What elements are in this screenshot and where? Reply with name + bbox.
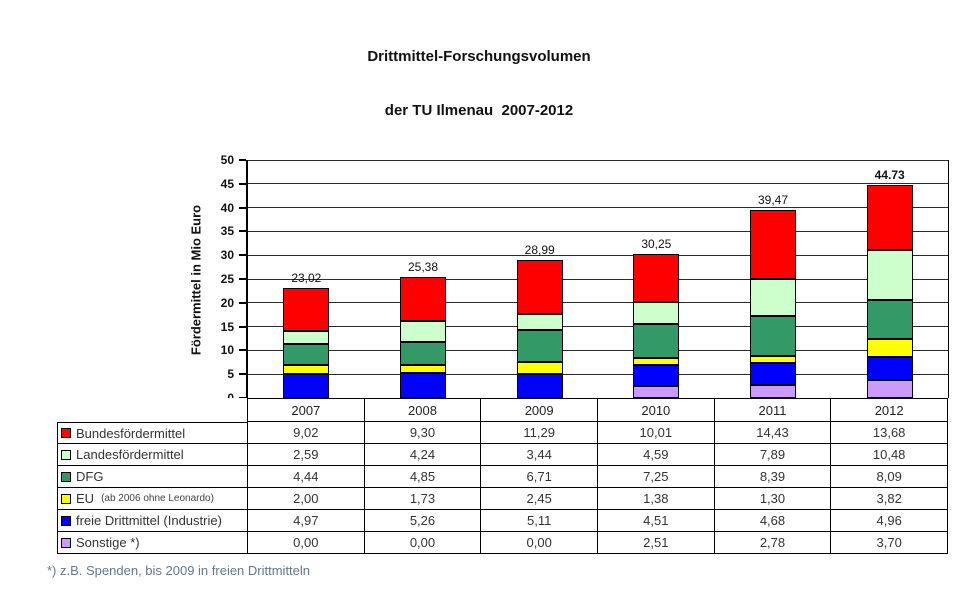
table-value-cell: 1,38 xyxy=(598,488,715,510)
gridline xyxy=(248,279,948,280)
legend-label: Sonstige *) xyxy=(76,535,140,550)
bar-total-label: 39,47 xyxy=(757,193,789,208)
bar-segment-dfg-2009 xyxy=(517,330,563,362)
y-tick-label: 5 xyxy=(227,367,234,382)
bar-segment-bundesf-rdermittel-2010 xyxy=(633,254,679,302)
plot-area xyxy=(246,160,949,398)
table-value-cell: 4,51 xyxy=(598,510,715,532)
bar-segment-sonstige--2011 xyxy=(750,385,796,398)
y-tick-mark xyxy=(239,278,246,280)
year-header-cell: 2012 xyxy=(831,398,948,422)
legend-color-swatch-icon xyxy=(61,516,71,526)
gridline xyxy=(248,183,948,184)
gridline xyxy=(248,326,948,327)
y-tick-label: 15 xyxy=(220,319,234,334)
y-tick-mark xyxy=(239,349,246,351)
bar-segment-freie-drittmittel-industrie--2009 xyxy=(517,374,563,398)
table-value-cell: 9,30 xyxy=(365,422,482,444)
year-header-cell: 2010 xyxy=(598,398,715,422)
table-value-cell: 4,96 xyxy=(831,510,948,532)
y-tick-label: 40 xyxy=(220,200,234,215)
table-value-cell: 8,09 xyxy=(831,466,948,488)
table-value-cell: 10,01 xyxy=(598,422,715,444)
gridline xyxy=(248,302,948,303)
legend-color-swatch-icon xyxy=(61,472,71,482)
bar-segment-landesf-rdermittel-2007 xyxy=(283,331,329,343)
chart-title xyxy=(0,12,958,156)
y-tick-mark xyxy=(239,326,246,328)
y-tick-label: 50 xyxy=(220,153,234,167)
gridline xyxy=(248,231,948,232)
table-value-cell: 2,59 xyxy=(248,444,365,466)
gridline xyxy=(248,374,948,375)
year-header-cell: 2007 xyxy=(248,398,365,422)
bar-segment-sonstige--2012 xyxy=(867,380,913,398)
y-axis-title: Fördermittel in Mio Euro xyxy=(188,204,204,356)
bar-segment-eu-2009 xyxy=(517,362,563,374)
legend-label: DFG xyxy=(76,469,104,484)
bar-segment-freie-drittmittel-industrie--2012 xyxy=(867,357,913,381)
bar-segment-sonstige--2010 xyxy=(633,386,679,398)
legend-color-swatch-icon xyxy=(61,428,71,438)
bar-segment-dfg-2012 xyxy=(867,300,913,339)
bar-segment-landesf-rdermittel-2009 xyxy=(517,314,563,330)
year-header-cell: 2011 xyxy=(715,398,832,422)
table-value-cell: 5,11 xyxy=(481,510,598,532)
data-table xyxy=(57,398,948,554)
table-value-cell: 2,45 xyxy=(481,488,598,510)
table-value-cell: 9,02 xyxy=(248,422,365,444)
bar-segment-landesf-rdermittel-2010 xyxy=(633,302,679,324)
table-value-cell: 2,00 xyxy=(248,488,365,510)
bar-segment-eu-2011 xyxy=(750,356,796,362)
y-tick-label: 25 xyxy=(220,272,234,286)
table-value-cell: 6,71 xyxy=(481,466,598,488)
y-tick-mark xyxy=(239,159,246,161)
table-value-cell: 2,78 xyxy=(715,532,832,554)
y-tick-mark xyxy=(239,302,246,304)
table-value-cell: 3,70 xyxy=(831,532,948,554)
gridline xyxy=(248,350,948,351)
y-tick-mark xyxy=(239,373,246,375)
bar-segment-eu-2012 xyxy=(867,339,913,357)
bar-segment-eu-2007 xyxy=(283,365,329,375)
table-corner-blank-cell xyxy=(57,398,248,422)
bar-segment-landesf-rdermittel-2012 xyxy=(867,250,913,300)
table-value-cell: 1,30 xyxy=(715,488,832,510)
year-header-cell: 2008 xyxy=(365,398,482,422)
y-axis xyxy=(180,153,246,399)
y-tick-label: 30 xyxy=(220,248,234,263)
y-tick-mark xyxy=(239,183,246,185)
bar-segment-eu-2010 xyxy=(633,358,679,365)
legend-color-swatch-icon xyxy=(61,538,71,548)
bar-total-label: 30,25 xyxy=(641,237,672,251)
chart-title-line1: Drittmittel-Forschungsvolumen xyxy=(367,48,591,65)
bar-total-label: 23,02 xyxy=(291,271,322,286)
table-value-cell: 4,97 xyxy=(248,510,365,532)
table-value-cell: 4,59 xyxy=(598,444,715,466)
table-value-cell: 7,89 xyxy=(715,444,832,466)
gridline xyxy=(248,160,948,161)
bar-segment-freie-drittmittel-industrie--2007 xyxy=(283,374,329,398)
y-tick-label: 35 xyxy=(220,224,234,239)
table-value-cell: 10,48 xyxy=(831,444,948,466)
table-value-cell: 5,26 xyxy=(365,510,482,532)
bar-segment-freie-drittmittel-industrie--2011 xyxy=(750,363,796,385)
legend-note: (ab 2006 ohne Leonardo) xyxy=(101,493,214,504)
bar-segment-freie-drittmittel-industrie--2010 xyxy=(633,365,679,386)
bar-segment-landesf-rdermittel-2011 xyxy=(750,279,796,317)
table-value-cell: 4,85 xyxy=(365,466,482,488)
table-value-cell: 0,00 xyxy=(248,532,365,554)
footnote: *) z.B. Spenden, bis 2009 in freien Drittmitteln xyxy=(47,563,311,578)
table-value-cell: 1,73 xyxy=(365,488,482,510)
bar-segment-bundesf-rdermittel-2009 xyxy=(517,260,563,314)
y-tick-label: 20 xyxy=(220,295,234,310)
table-value-cell: 8,39 xyxy=(715,466,832,488)
legend-item-freie-drittmittel-industrie- xyxy=(57,510,248,532)
legend-label: Landesfördermittel xyxy=(76,447,184,462)
table-value-cell: 11,29 xyxy=(481,422,598,444)
table-value-cell: 3,82 xyxy=(831,488,948,510)
bar-segment-dfg-2008 xyxy=(400,342,446,365)
bar-segment-freie-drittmittel-industrie--2008 xyxy=(400,373,446,398)
gridline xyxy=(248,207,948,208)
bar-segment-landesf-rdermittel-2008 xyxy=(400,321,446,341)
table-value-cell: 7,25 xyxy=(598,466,715,488)
table-value-cell: 0,00 xyxy=(481,532,598,554)
table-value-cell: 4,24 xyxy=(365,444,482,466)
y-tick-label: 45 xyxy=(220,176,234,191)
bar-segment-bundesf-rdermittel-2008 xyxy=(400,277,446,321)
y-tick-mark xyxy=(239,230,246,232)
legend-item-eu xyxy=(57,488,248,510)
chart-title-line2: der TU Ilmenau 2007-2012 xyxy=(384,102,574,119)
table-value-cell: 2,51 xyxy=(598,532,715,554)
gridline xyxy=(248,255,948,256)
legend-color-swatch-icon xyxy=(61,450,71,460)
legend-color-swatch-icon xyxy=(61,494,71,504)
legend-item-bundesf-rdermittel xyxy=(57,422,248,444)
legend-item-dfg xyxy=(57,466,248,488)
table-value-cell: 4,44 xyxy=(248,466,365,488)
y-tick-label: 10 xyxy=(220,343,234,358)
y-tick-mark xyxy=(239,254,246,256)
legend-item-sonstige- xyxy=(57,532,248,554)
bar-segment-bundesf-rdermittel-2012 xyxy=(867,185,913,250)
year-header-cell: 2009 xyxy=(481,398,598,422)
table-value-cell: 4,68 xyxy=(715,510,832,532)
bar-segment-dfg-2011 xyxy=(750,316,796,356)
bar-segment-bundesf-rdermittel-2011 xyxy=(750,210,796,279)
table-value-cell: 3,44 xyxy=(481,444,598,466)
table-value-cell: 13,68 xyxy=(831,422,948,444)
bar-segment-dfg-2007 xyxy=(283,344,329,365)
table-value-cell: 14,43 xyxy=(715,422,832,444)
bar-total-label: 44.73 xyxy=(874,168,905,183)
bar-total-label: 28,99 xyxy=(524,242,555,257)
bar-segment-dfg-2010 xyxy=(633,324,679,359)
y-tick-mark xyxy=(239,207,246,209)
bar-segment-eu-2008 xyxy=(400,365,446,373)
bar-total-label: 25,38 xyxy=(407,260,439,275)
legend-item-landesf-rdermittel xyxy=(57,444,248,466)
table-value-cell: 0,00 xyxy=(365,532,482,554)
legend-label: freie Drittmittel (Industrie) xyxy=(76,513,222,528)
legend-label: Bundesfördermittel xyxy=(76,425,186,441)
legend-label: EU xyxy=(76,491,95,506)
bar-segment-bundesf-rdermittel-2007 xyxy=(283,288,329,331)
